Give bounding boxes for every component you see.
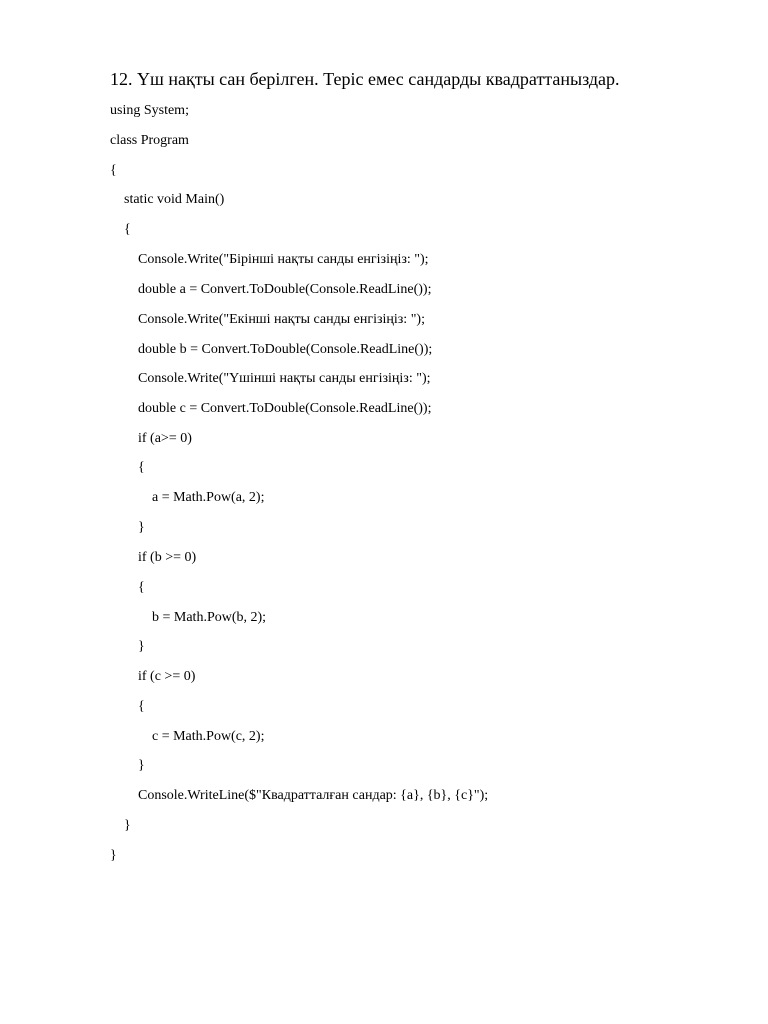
code-line: using System; — [110, 103, 189, 118]
code-line: { — [110, 699, 145, 714]
code-line: } — [110, 848, 117, 863]
code-line: } — [110, 758, 145, 773]
code-line: a = Math.Pow(a, 2); — [110, 490, 265, 505]
code-line: { — [110, 222, 131, 237]
code-line: double c = Convert.ToDouble(Console.ReadLine()); — [110, 401, 432, 416]
code-line: if (c >= 0) — [110, 669, 196, 684]
code-line: { — [110, 580, 145, 595]
code-line: Console.Write("Екінші нақты санды енгізіңіз: "); — [110, 312, 425, 327]
code-line: double a = Convert.ToDouble(Console.ReadLine()); — [110, 282, 432, 297]
code-line: Console.WriteLine($"Квадратталған сандар: {a}, {b}, {c}"); — [110, 788, 489, 803]
code-line: Console.Write("Үшінші нақты санды енгізіңіз: "); — [110, 371, 431, 386]
code-line: { — [110, 163, 117, 178]
code-line: } — [110, 639, 145, 654]
code-line: b = Math.Pow(b, 2); — [110, 610, 267, 625]
code-line: { — [110, 460, 145, 475]
code-line: static void Main() — [110, 192, 225, 207]
task-heading: 12. Үш нақты сан берілген. Теріс емес сандарды квадраттаныздар. — [110, 69, 620, 89]
code-line: double b = Convert.ToDouble(Console.ReadLine()); — [110, 342, 433, 357]
code-line: Console.Write("Бірінші нақты санды енгізіңіз: "); — [110, 252, 429, 267]
code-line: class Program — [110, 133, 189, 148]
code-line: } — [110, 520, 145, 535]
code-line: } — [110, 818, 131, 833]
code-line: if (a>= 0) — [110, 431, 192, 446]
code-line: if (b >= 0) — [110, 550, 197, 565]
code-line: c = Math.Pow(c, 2); — [110, 729, 265, 744]
